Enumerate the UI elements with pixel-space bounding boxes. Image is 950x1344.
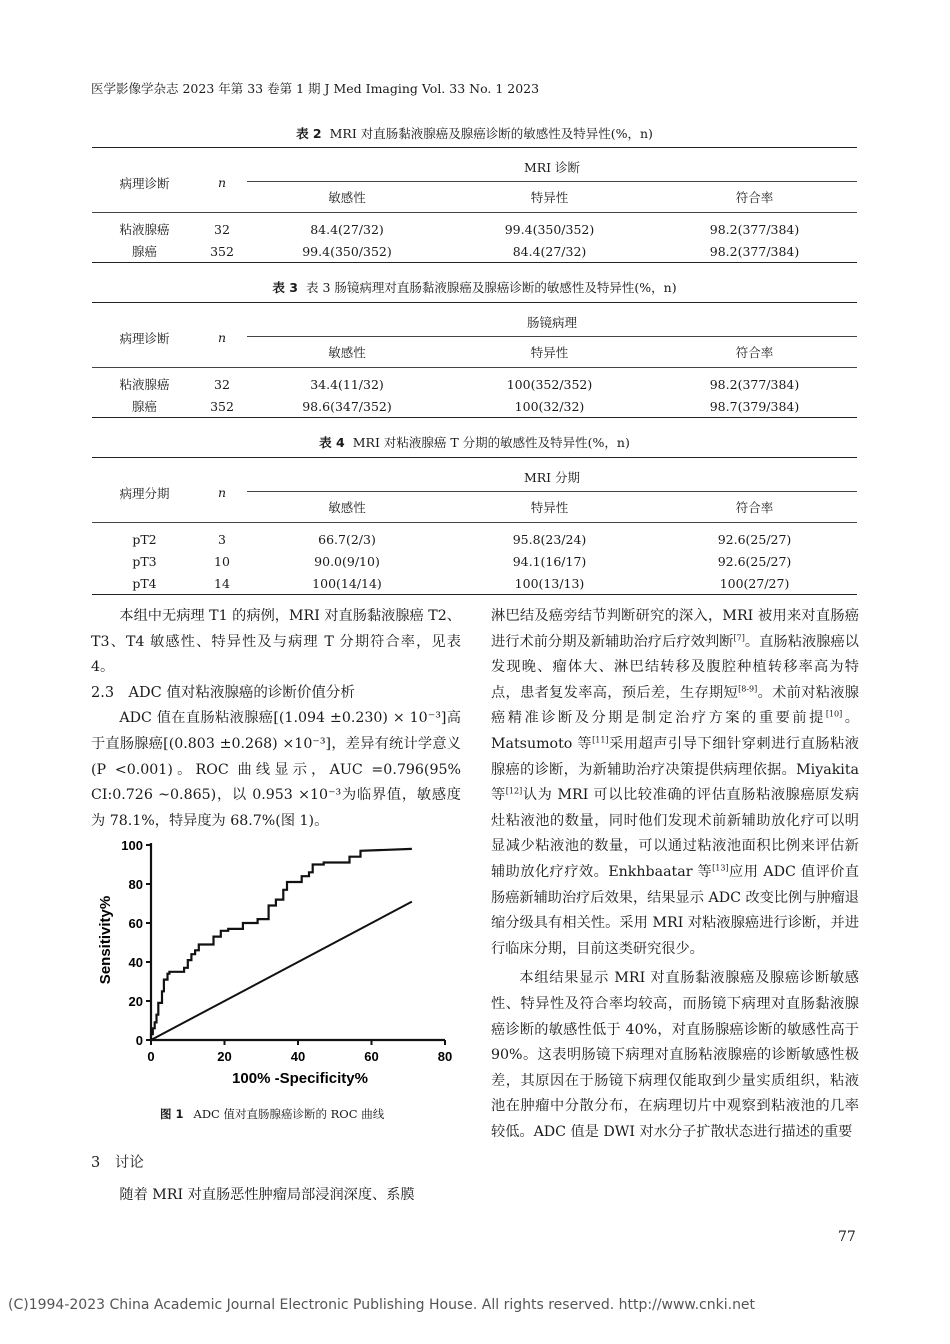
table3-col-acc: 符合率 [652, 337, 857, 368]
row-sens: 98.6(347/352) [302, 398, 392, 414]
right-paragraph-2: 本组结果显示 MRI 对直肠黏液腺癌及腺癌诊断敏感性、特异性及符合率均较高，而肠镜下病理对直肠黏液腺癌诊断的敏感性低于 40%，对直肠腺癌诊断的敏感性高于 90%。这表明肠镜下病理对直肠粘液腺癌的诊断敏感性极差，其原因在于肠镜下病理仅能取到少量实质组织，粘液池在肿瘤中分散分布，在病理切片中观察到粘液池的几率较低。ADC 值是 DWI 对水分子扩散状态进行描述的重要 [491, 970, 859, 1140]
citation: [11] [592, 735, 609, 745]
right-paragraph-1 [491, 604, 859, 962]
table2-col-acc: 符合率 [652, 182, 857, 213]
copyright-footer: (C)1994-2023 China Academic Journal Electronic Publishing House. All rights reserved. http://www.cnki.net [8, 1297, 756, 1313]
table-row [92, 368, 857, 396]
row-acc: 98.2(377/384) [709, 221, 800, 237]
row-name: pT3 [132, 553, 157, 569]
left-paragraph-1: 本组中无病理 T1 的病例，MRI 对直肠黏液腺癌 T2、T3、T4 敏感性、特异性及与病理 T 分期符合率，见表 4。 [91, 608, 461, 676]
roc-x-axis-label: 100% -Specificity% [232, 1070, 368, 1087]
table4-col-spec: 特异性 [447, 492, 652, 523]
table3-n-header: n [197, 303, 247, 368]
figure1-caption [160, 1106, 384, 1122]
roc-reference-line [151, 902, 412, 1040]
row-name: 粘液腺癌 [119, 222, 170, 237]
roc-y-tick-label: 80 [128, 877, 143, 892]
roc-y-tick-label: 20 [128, 994, 143, 1009]
table2-col-spec: 特异性 [447, 182, 652, 213]
section-3-heading: 3 讨论 [91, 1155, 144, 1171]
table4-col-acc: 符合率 [652, 492, 857, 523]
roc-x-tick-label: 60 [364, 1049, 379, 1064]
running-header: 医学影像学杂志 2023 年第 33 卷第 1 期 J Med Imaging Vol. 33 No. 1 2023 [91, 81, 540, 96]
table3-col-spec: 特异性 [447, 337, 652, 368]
section-2-3-heading: 2.3 ADC 值对粘液腺癌的诊断价值分析 [91, 684, 355, 701]
citation: [7] [733, 632, 745, 642]
row-n: 10 [214, 553, 230, 569]
table3-stub-header: 病理诊断 [92, 303, 197, 368]
table-row [92, 395, 857, 418]
row-name: 腺癌 [131, 399, 157, 414]
table3-caption [92, 278, 857, 296]
row-spec: 100(13/13) [514, 575, 585, 591]
table4-col-sens: 敏感性 [247, 492, 447, 523]
row-n: 32 [214, 376, 230, 392]
table4-label: 表 4 [319, 435, 345, 450]
table2-label: 表 2 [296, 126, 322, 141]
row-n: 32 [214, 221, 230, 237]
citation: [8-9] [738, 684, 758, 694]
table3-col-sens: 敏感性 [247, 337, 447, 368]
table2-stub-header: 病理诊断 [92, 148, 197, 213]
row-sens: 66.7(2/3) [318, 531, 376, 547]
row-spec: 84.4(27/32) [512, 243, 587, 259]
row-sens: 34.4(11/32) [310, 376, 384, 392]
row-acc: 98.2(377/384) [709, 376, 800, 392]
row-name: 粘液腺癌 [119, 377, 170, 392]
row-acc: 98.2(377/384) [709, 243, 800, 259]
table4-stub-header: 病理分期 [92, 458, 197, 523]
table3-caption-text: 表 3 肠镜病理对直肠黏液腺癌及腺癌诊断的敏感性及特异性(%，n) [305, 280, 677, 295]
row-n: 3 [218, 531, 226, 547]
row-acc: 98.7(379/384) [709, 398, 800, 414]
row-spec: 99.4(350/352) [504, 221, 595, 237]
text-run: 应用 ADC 值评价直肠癌新辅助治疗后效果，结果显示 ADC 改变比例与肿瘤退缩分级具有相关性。采用 MRI 对粘液腺癌进行诊断，并进行临床分期，目前这类研究很少。 [491, 863, 859, 957]
text-run: 。术前对粘液腺癌精准诊断及分期是制定治疗方案的重要前提 [491, 684, 859, 727]
page-number: 77 [838, 1229, 856, 1245]
table2-col-sens: 敏感性 [247, 182, 447, 213]
table-row [92, 523, 857, 551]
row-spec: 94.1(16/17) [512, 553, 587, 569]
text-run: 采用超声引导下细针穿刺进行直肠粘液腺癌的诊断，为新辅助治疗决策提供病理依据。Miyakita 等 [491, 735, 859, 804]
text-run: 淋巴结及癌旁结节判断研究的深入，MRI 被用来对直肠癌进行术前分期及新辅助治疗后疗效判断 [491, 608, 859, 650]
row-acc: 92.6(25/27) [717, 553, 792, 569]
row-sens: 84.4(27/32) [310, 221, 384, 237]
row-acc: 92.6(25/27) [717, 531, 792, 547]
roc-y-tick-label: 40 [128, 955, 143, 970]
roc-y-tick-label: 60 [128, 916, 143, 931]
table4-caption-text: MRI 对粘液腺癌 T 分期的敏感性及特异性(%，n) [352, 435, 630, 450]
table-row [92, 213, 857, 241]
roc-chart [90, 835, 465, 1095]
table2-group-header: MRI 诊断 [247, 148, 857, 182]
table4-caption [92, 433, 857, 451]
row-sens: 99.4(350/352) [302, 243, 392, 259]
right-text [491, 604, 859, 1145]
table3-label: 表 3 [272, 280, 298, 295]
roc-x-tick-label: 20 [217, 1049, 232, 1064]
row-spec: 100(32/32) [514, 398, 585, 414]
table4 [92, 457, 857, 595]
roc-x-tick-label: 80 [437, 1049, 453, 1064]
table4-n-header: n [197, 458, 247, 523]
row-name: pT2 [132, 531, 157, 547]
text-run: 认为 MRI 可以比较准确的评估直肠粘液腺癌原发病灶粘液池的数量，同时他们发现术前新辅助放化疗可以明显减少粘液池的数量，可以通过粘液池面积比例来评估新辅助放化疗疗效。Enkhbaatar 等 [491, 787, 859, 880]
row-acc: 100(27/27) [719, 575, 790, 591]
row-spec: 100(352/352) [506, 376, 593, 392]
table-row [92, 240, 857, 263]
row-name: pT4 [132, 575, 157, 591]
row-spec: 95.8(23/24) [512, 531, 587, 547]
table2 [92, 147, 857, 263]
roc-curve [151, 849, 412, 1040]
figure1-caption-text: ADC 值对直肠腺癌诊断的 ROC 曲线 [193, 1107, 385, 1121]
citation: [10] [825, 709, 843, 719]
text-run: 。Matsumoto 等 [491, 710, 859, 752]
roc-y-tick-label: 0 [135, 1033, 143, 1048]
left-text-bottom [91, 1183, 461, 1209]
row-n: 352 [210, 398, 234, 414]
table4-group-header: MRI 分期 [247, 458, 857, 492]
roc-x-tick-label: 0 [147, 1049, 155, 1064]
table2-caption-text: MRI 对直肠黏液腺癌及腺癌诊断的敏感性及特异性(%，n) [329, 126, 653, 141]
row-name: 腺癌 [131, 244, 157, 259]
table2-n-header: n [197, 148, 247, 213]
row-sens: 100(14/14) [312, 575, 382, 591]
table-row [92, 550, 857, 572]
table-row [92, 572, 857, 595]
figure1-label: 图 1 [160, 1107, 184, 1121]
citation: [12] [505, 786, 523, 796]
table2-caption [92, 124, 857, 142]
roc-x-tick-label: 40 [290, 1049, 306, 1064]
citation: [13] [712, 863, 729, 873]
left-paragraph-2: ADC 值在直肠粘液腺癌[(1.094 ±0.230) × 10⁻³]高于直肠腺癌[(0.803 ±0.268) ×10⁻³]，差异有统计学意义(P <0.001)。ROC 曲线显示，AUC =0.796(95% CI:0.726 ~0.865)，以 0.953 ×10⁻³为临界值，敏感度为 78.1%，特异度为 68.7%(图 1)。 [91, 710, 461, 829]
table3-group-header: 肠镜病理 [247, 303, 857, 337]
row-n: 352 [210, 243, 234, 259]
roc-y-axis-label: Sensitivity% [97, 895, 114, 985]
roc-y-tick-label: 100 [121, 838, 143, 853]
row-n: 14 [214, 575, 230, 591]
row-sens: 90.0(9/10) [314, 553, 380, 569]
left-text-top [91, 604, 461, 834]
table3 [92, 302, 857, 418]
left-paragraph-3: 随着 MRI 对直肠恶性肿瘤局部浸润深度、系膜 [119, 1187, 415, 1203]
text-run: 。直肠粘液腺癌以发现晚、瘤体大、淋巴结转移及腹腔种植转移率高为特点，患者复发率高，预后差，生存期短 [491, 633, 859, 701]
